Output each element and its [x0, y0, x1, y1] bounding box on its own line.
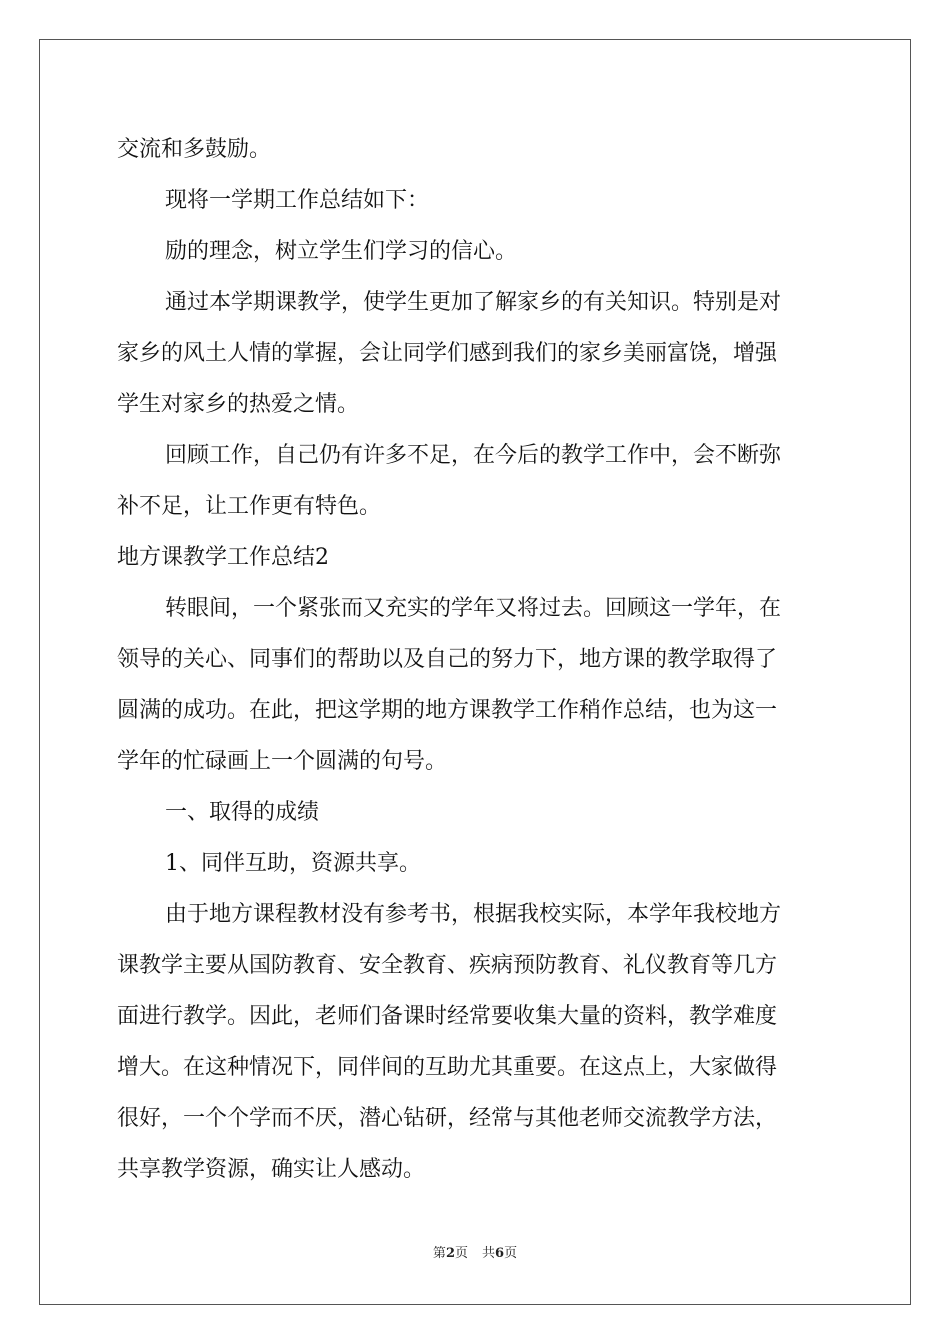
document-body [117, 124, 833, 1195]
page-number: 2 [445, 1246, 455, 1261]
page-footer [0, 1244, 950, 1264]
paragraph-line: 由于地方课程教材没有参考书，根据我校实际，本学年我校地方 [165, 902, 782, 927]
section-heading: 地方课教学工作总结2 [117, 545, 329, 570]
paragraph-line: 交流和多鼓励。 [117, 137, 272, 162]
total-pages: 6 [495, 1246, 505, 1261]
paragraph-line: 学年的忙碌画上一个圆满的句号。 [117, 749, 448, 774]
paragraph-line: 家乡的风土人情的掌握，会让同学们感到我们的家乡美丽富饶，增强 [117, 341, 778, 366]
paragraph-line: 圆满的成功。在此，把这学期的地方课教学工作稍作总结，也为这一 [117, 698, 778, 723]
subheading: 一、取得的成绩 [165, 800, 320, 825]
paragraph-line: 转眼间，一个紧张而又充实的学年又将过去。回顾这一学年，在 [165, 596, 782, 621]
page-label-prefix: 第 [432, 1246, 446, 1261]
paragraph-line: 面进行教学。因此，老师们备课时经常要收集大量的资料，教学难度 [117, 1004, 778, 1029]
paragraph-line: 回顾工作，自己仍有许多不足，在今后的教学工作中，会不断弥 [165, 443, 782, 468]
subheading: 1、同伴互助，资源共享。 [165, 851, 421, 876]
total-label-suffix: 页 [504, 1246, 518, 1261]
paragraph-line: 共享教学资源，确实让人感动。 [117, 1157, 426, 1182]
page-label-suffix: 页 [454, 1246, 468, 1261]
paragraph-line: 学生对家乡的热爱之情。 [117, 392, 360, 417]
paragraph-line: 励的理念，树立学生们学习的信心。 [165, 239, 518, 264]
paragraph-line: 补不足，让工作更有特色。 [117, 494, 382, 519]
paragraph-line: 增大。在这种情况下，同伴间的互助尤其重要。在这点上，大家做得 [117, 1055, 778, 1080]
paragraph-line: 课教学主要从国防教育、安全教育、疾病预防教育、礼仪教育等几方 [117, 953, 778, 978]
total-label-prefix: 共 [482, 1246, 496, 1261]
paragraph-line: 领导的关心、同事们的帮助以及自己的努力下，地方课的教学取得了 [117, 647, 778, 672]
paragraph-line: 通过本学期课教学，使学生更加了解家乡的有关知识。特别是对 [165, 290, 782, 315]
paragraph-line: 很好，一个个学而不厌，潜心钻研，经常与其他老师交流教学方法， [117, 1106, 778, 1131]
paragraph-line: 现将一学期工作总结如下： [165, 188, 430, 213]
